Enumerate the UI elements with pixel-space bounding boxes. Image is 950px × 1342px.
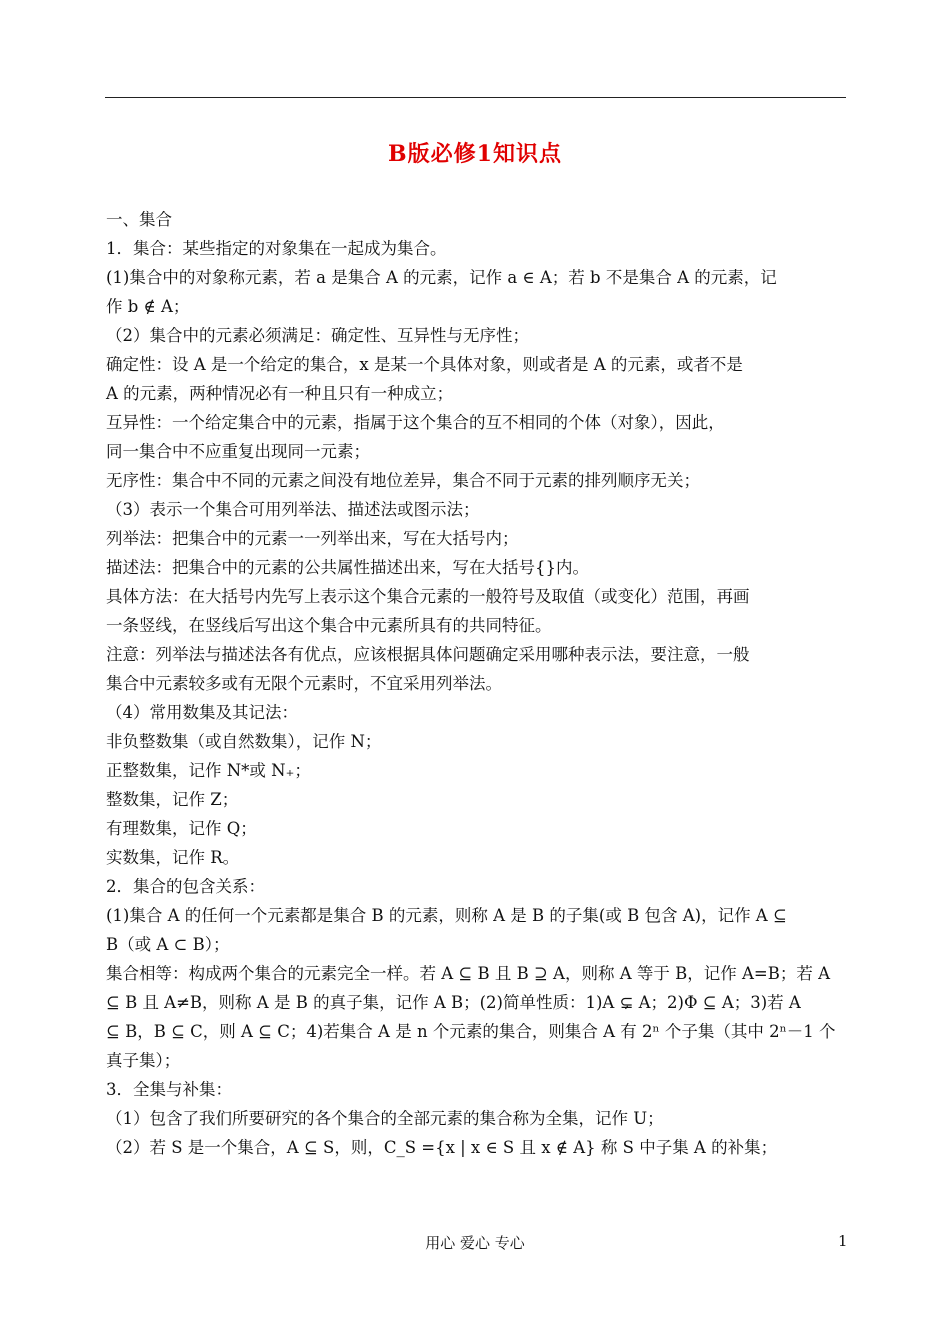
- section-heading: 3．全集与补集：: [106, 1080, 232, 1099]
- text-line: 列举法：把集合中的元素一一列举出来，写在大括号内；: [106, 529, 519, 548]
- document-body: [106, 205, 848, 1162]
- text-line: 集合相等：构成两个集合的元素完全一样。若 A ⊆ B 且 B ⊇ A，则称 A 等于 B，记作 A=B；若 A: [106, 964, 830, 983]
- text-line: 描述法：把集合中的元素的公共属性描述出来，写在大括号{}内。: [106, 558, 589, 577]
- text-line: 同一集合中不应重复出现同一元素；: [106, 442, 370, 461]
- text-line: 1．集合：某些指定的对象集在一起成为集合。: [106, 239, 447, 258]
- text-line: 集合中元素较多或有无限个元素时，不宜采用列举法。: [106, 674, 502, 693]
- text-line: 一条竖线，在竖线后写出这个集合中元素所具有的共同特征。: [106, 616, 552, 635]
- text-line: 真子集）；: [106, 1051, 181, 1070]
- text-line: 有理数集，记作 Q；: [106, 819, 257, 838]
- text-line: ⊆ B，B ⊆ C，则 A ⊆ C；4)若集合 A 是 n 个元素的集合，则集合 A 有 2ⁿ 个子集（其中 2ⁿ－1 个: [106, 1022, 836, 1041]
- text-line: A 的元素，两种情况必有一种且只有一种成立；: [106, 384, 454, 403]
- text-line: （2）若 S 是一个集合，A ⊆ S，则，C_S ={x | x ∈ S 且 x ∉ A} 称 S 中子集 A 的补集；: [106, 1138, 778, 1157]
- text-line: ⊆ B 且 A≠B，则称 A 是 B 的真子集，记作 A B；(2)简单性质：1)A ⊊ A；2)Φ ⊆ A；3)若 A: [106, 993, 801, 1012]
- document-title: B版必修1知识点: [388, 141, 562, 167]
- page-number: 1: [838, 1232, 848, 1250]
- text-line: 作 b ∉ A；: [106, 297, 190, 316]
- text-line: （3）表示一个集合可用列举法、描述法或图示法；: [106, 500, 480, 519]
- text-line: (1)集合中的对象称元素，若 a 是集合 A 的元素，记作 a ∈ A；若 b 不是集合 A 的元素，记: [106, 268, 777, 287]
- text-line: 确定性：设 A 是一个给定的集合，x 是某一个具体对象，则或者是 A 的元素，或者不是: [106, 355, 743, 374]
- text-line: 非负整数集（或自然数集），记作 N；: [106, 732, 382, 751]
- text-line: (1)集合 A 的任何一个元素都是集合 B 的元素，则称 A 是 B 的子集(或 B 包含 A)，记作 A ⊆: [106, 906, 787, 925]
- page-footer: 用心 爱心 专心: [425, 1234, 525, 1252]
- text-line: B（或 A ⊂ B）；: [106, 935, 230, 954]
- section-heading: 一、集合: [106, 210, 172, 229]
- section-heading: 2．集合的包含关系：: [106, 877, 265, 896]
- text-line: 实数集，记作 R。: [106, 848, 240, 867]
- text-line: （2）集合中的元素必须满足：确定性、互异性与无序性；: [106, 326, 529, 345]
- text-line: 正整数集，记作 N*或 N₊；: [106, 761, 311, 780]
- text-line: 无序性：集合中不同的元素之间没有地位差异，集合不同于元素的排列顺序无关；: [106, 471, 700, 490]
- text-line: （4）常用数集及其记法：: [106, 703, 298, 722]
- text-line: 互异性：一个给定集合中的元素，指属于这个集合的互不相同的个体（对象），因此，: [106, 413, 725, 432]
- text-line: （1）包含了我们所要研究的各个集合的全部元素的集合称为全集，记作 U；: [106, 1109, 664, 1128]
- text-line: 具体方法：在大括号内先写上表示这个集合元素的一般符号及取值（或变化）范围，再画: [106, 587, 750, 606]
- text-line: 整数集，记作 Z；: [106, 790, 239, 809]
- header-rule: [105, 97, 846, 98]
- text-line: 注意：列举法与描述法各有优点，应该根据具体问题确定采用哪种表示法，要注意，一般: [106, 645, 750, 664]
